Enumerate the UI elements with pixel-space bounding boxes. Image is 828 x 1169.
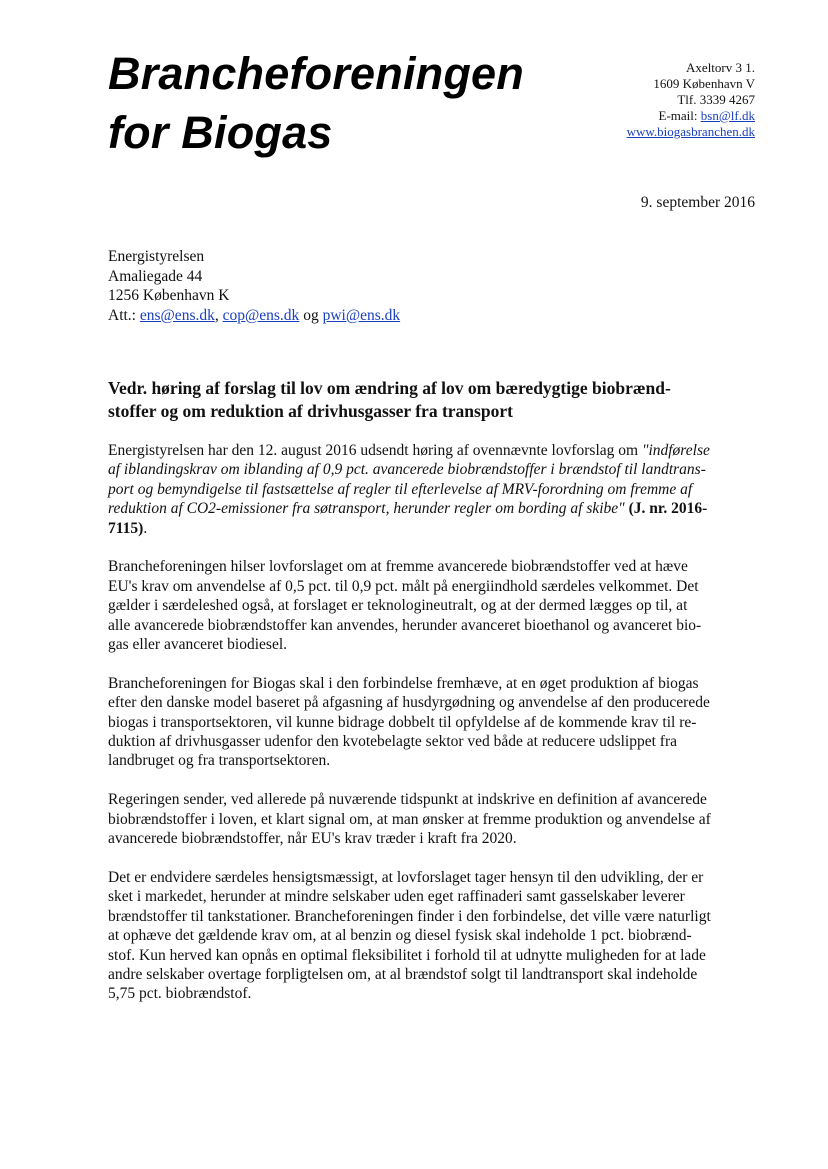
p4-line: avancerede biobrændstoffer, når EU's krav træder i kraft fra 2020. <box>108 830 517 848</box>
p1-line-4 <box>108 499 758 518</box>
p2-line: gas eller avanceret biodiesel. <box>108 636 288 654</box>
organization-logo <box>108 44 524 162</box>
p3-line: biogas i transportsektoren, vil kunne bidrage dobbelt til opfyldelse af de kommende krav til re- <box>108 713 697 731</box>
subject-line-1: Vedr. høring af forslag til lov om ændring af lov om bæredygtige biobrænd- <box>108 378 671 398</box>
paragraph-2 <box>108 557 758 654</box>
recipient-city: 1256 København K <box>108 287 230 304</box>
p4-line: biobrændstoffer i loven, et klart signal om, at man ønsker at fremme produktion og anvendelse af <box>108 810 711 828</box>
att-email-1[interactable]: ens@ens.dk <box>139 306 215 324</box>
contact-phone: Tlf. 3339 4267 <box>677 92 755 107</box>
p1-line-3-italic: port og bemyndigelse til fastsættelse af regler til efterlevelse af MRV-forordning om fremme af <box>108 480 693 498</box>
att-label: Att.: <box>108 306 140 324</box>
p3-line: duktion af drivhusgasser udenfor den kvotebelagte sektor ved både at reducere udslippet fra <box>108 733 677 751</box>
att-separator-1: , <box>214 306 223 324</box>
contact-website-row <box>535 124 755 140</box>
p3-line: Brancheforeningen for Biogas skal i den forbindelse fremhæve, at en øget produktion af biogas <box>108 674 699 692</box>
att-email-3[interactable]: pwi@ens.dk <box>322 306 401 324</box>
p5-line: Det er endvidere særdeles hensigtsmæssigt, at lovforslaget tager hensyn til den udvikling, der er <box>108 868 704 886</box>
p2-line: alle avancerede biobrændstoffer kan anvendes, herunder avanceret bioethanol og avanceret bio- <box>108 616 702 634</box>
p3-line: landbruget og fra transportsektoren. <box>108 752 331 770</box>
paragraph-4 <box>108 790 758 848</box>
letter-date: 9. september 2016 <box>640 194 755 211</box>
p1-line-1 <box>108 441 758 460</box>
paragraph-1 <box>108 441 758 538</box>
p2-line: gælder i særdeleshed også, at forslaget er teknologineutralt, og at der dermed lægges op til, at <box>108 597 688 615</box>
logo-line-1: Brancheforeningen <box>108 48 524 99</box>
contact-block <box>535 60 755 140</box>
recipient-name: Energistyrelsen <box>108 248 205 265</box>
contact-address: Axeltorv 3 1. <box>686 60 755 75</box>
recipient-att <box>108 306 400 326</box>
p5-line: 5,75 pct. biobrændstof. <box>108 985 252 1003</box>
p1-line-4-bold: (J. nr. 2016- <box>624 500 708 518</box>
p5-line: sket i markedet, herunder at mindre selskaber uden eget raffinaderi samt gasselskaber leverer <box>108 888 685 906</box>
p1-line-1-text: Energistyrelsen har den 12. august 2016 udsendt høring af ovennævnte lovforslag om <box>108 442 642 459</box>
contact-city: 1609 København V <box>653 76 755 91</box>
contact-email-label: E-mail: <box>658 108 701 123</box>
contact-website-link[interactable]: www.biogasbranchen.dk <box>626 124 755 139</box>
p1-line-1-italic: "indførelse <box>641 442 710 459</box>
p1-line-5-end: . <box>143 519 148 537</box>
contact-email-link[interactable]: bsn@lf.dk <box>700 108 755 123</box>
p1-line-5-bold: 7115) <box>108 519 144 537</box>
p1-line-4-italic: reduktion af CO2-emissioner fra søtransport, herunder regler om bording af skibe" <box>108 500 625 518</box>
p4-line: Regeringen sender, ved allerede på nuværende tidspunkt at indskrive en definition af avancerede <box>108 791 707 809</box>
p5-line: brændstoffer til tankstationer. Brancheforeningen finder i den forbindelse, det ville være naturligt <box>108 907 711 925</box>
p5-line: at ophæve det gældende krav om, at al benzin og diesel fysisk skal indeholde 1 pct. biobrænd- <box>108 927 692 945</box>
p2-line: Brancheforeningen hilser lovforslaget om at fremme avancerede biobrændstoffer ved at hæve <box>108 558 688 576</box>
logo-line-2: for Biogas <box>108 107 333 158</box>
att-email-2[interactable]: cop@ens.dk <box>222 306 300 324</box>
att-separator-2: og <box>299 306 323 324</box>
p5-line: andre selskaber overtage forpligtelsen om, at al brændstof solgt til landtransport skal indeholde <box>108 965 698 983</box>
recipient-street: Amaliegade 44 <box>108 267 203 285</box>
p1-line-2 <box>108 460 758 479</box>
subject-heading <box>108 377 768 423</box>
p1-line-2-italic: af iblandingskrav om iblanding af 0,9 pct. avancerede biobrændstoffer i brændstof til landtrans- <box>108 461 706 479</box>
p5-line: stof. Kun herved kan opnås en optimal fleksibilitet i forhold til at udnytte muligheden for at lade <box>108 946 706 964</box>
p1-line-5 <box>108 519 758 538</box>
paragraph-3 <box>108 674 758 771</box>
recipient-block <box>108 247 400 325</box>
paragraph-5 <box>108 868 758 1004</box>
contact-email-row <box>535 108 755 124</box>
letter-body <box>108 441 758 1023</box>
p1-line-3 <box>108 480 758 499</box>
subject-line-2: stoffer og om reduktion af drivhusgasser fra transport <box>108 401 513 421</box>
p3-line: efter den danske model baseret på afgasning af husdyrgødning og anvendelse af den producerede <box>108 694 710 712</box>
p2-line: EU's krav om anvendelse af 0,5 pct. til 0,9 pct. målt på energiindhold særdeles velkommet. Det <box>108 577 699 595</box>
